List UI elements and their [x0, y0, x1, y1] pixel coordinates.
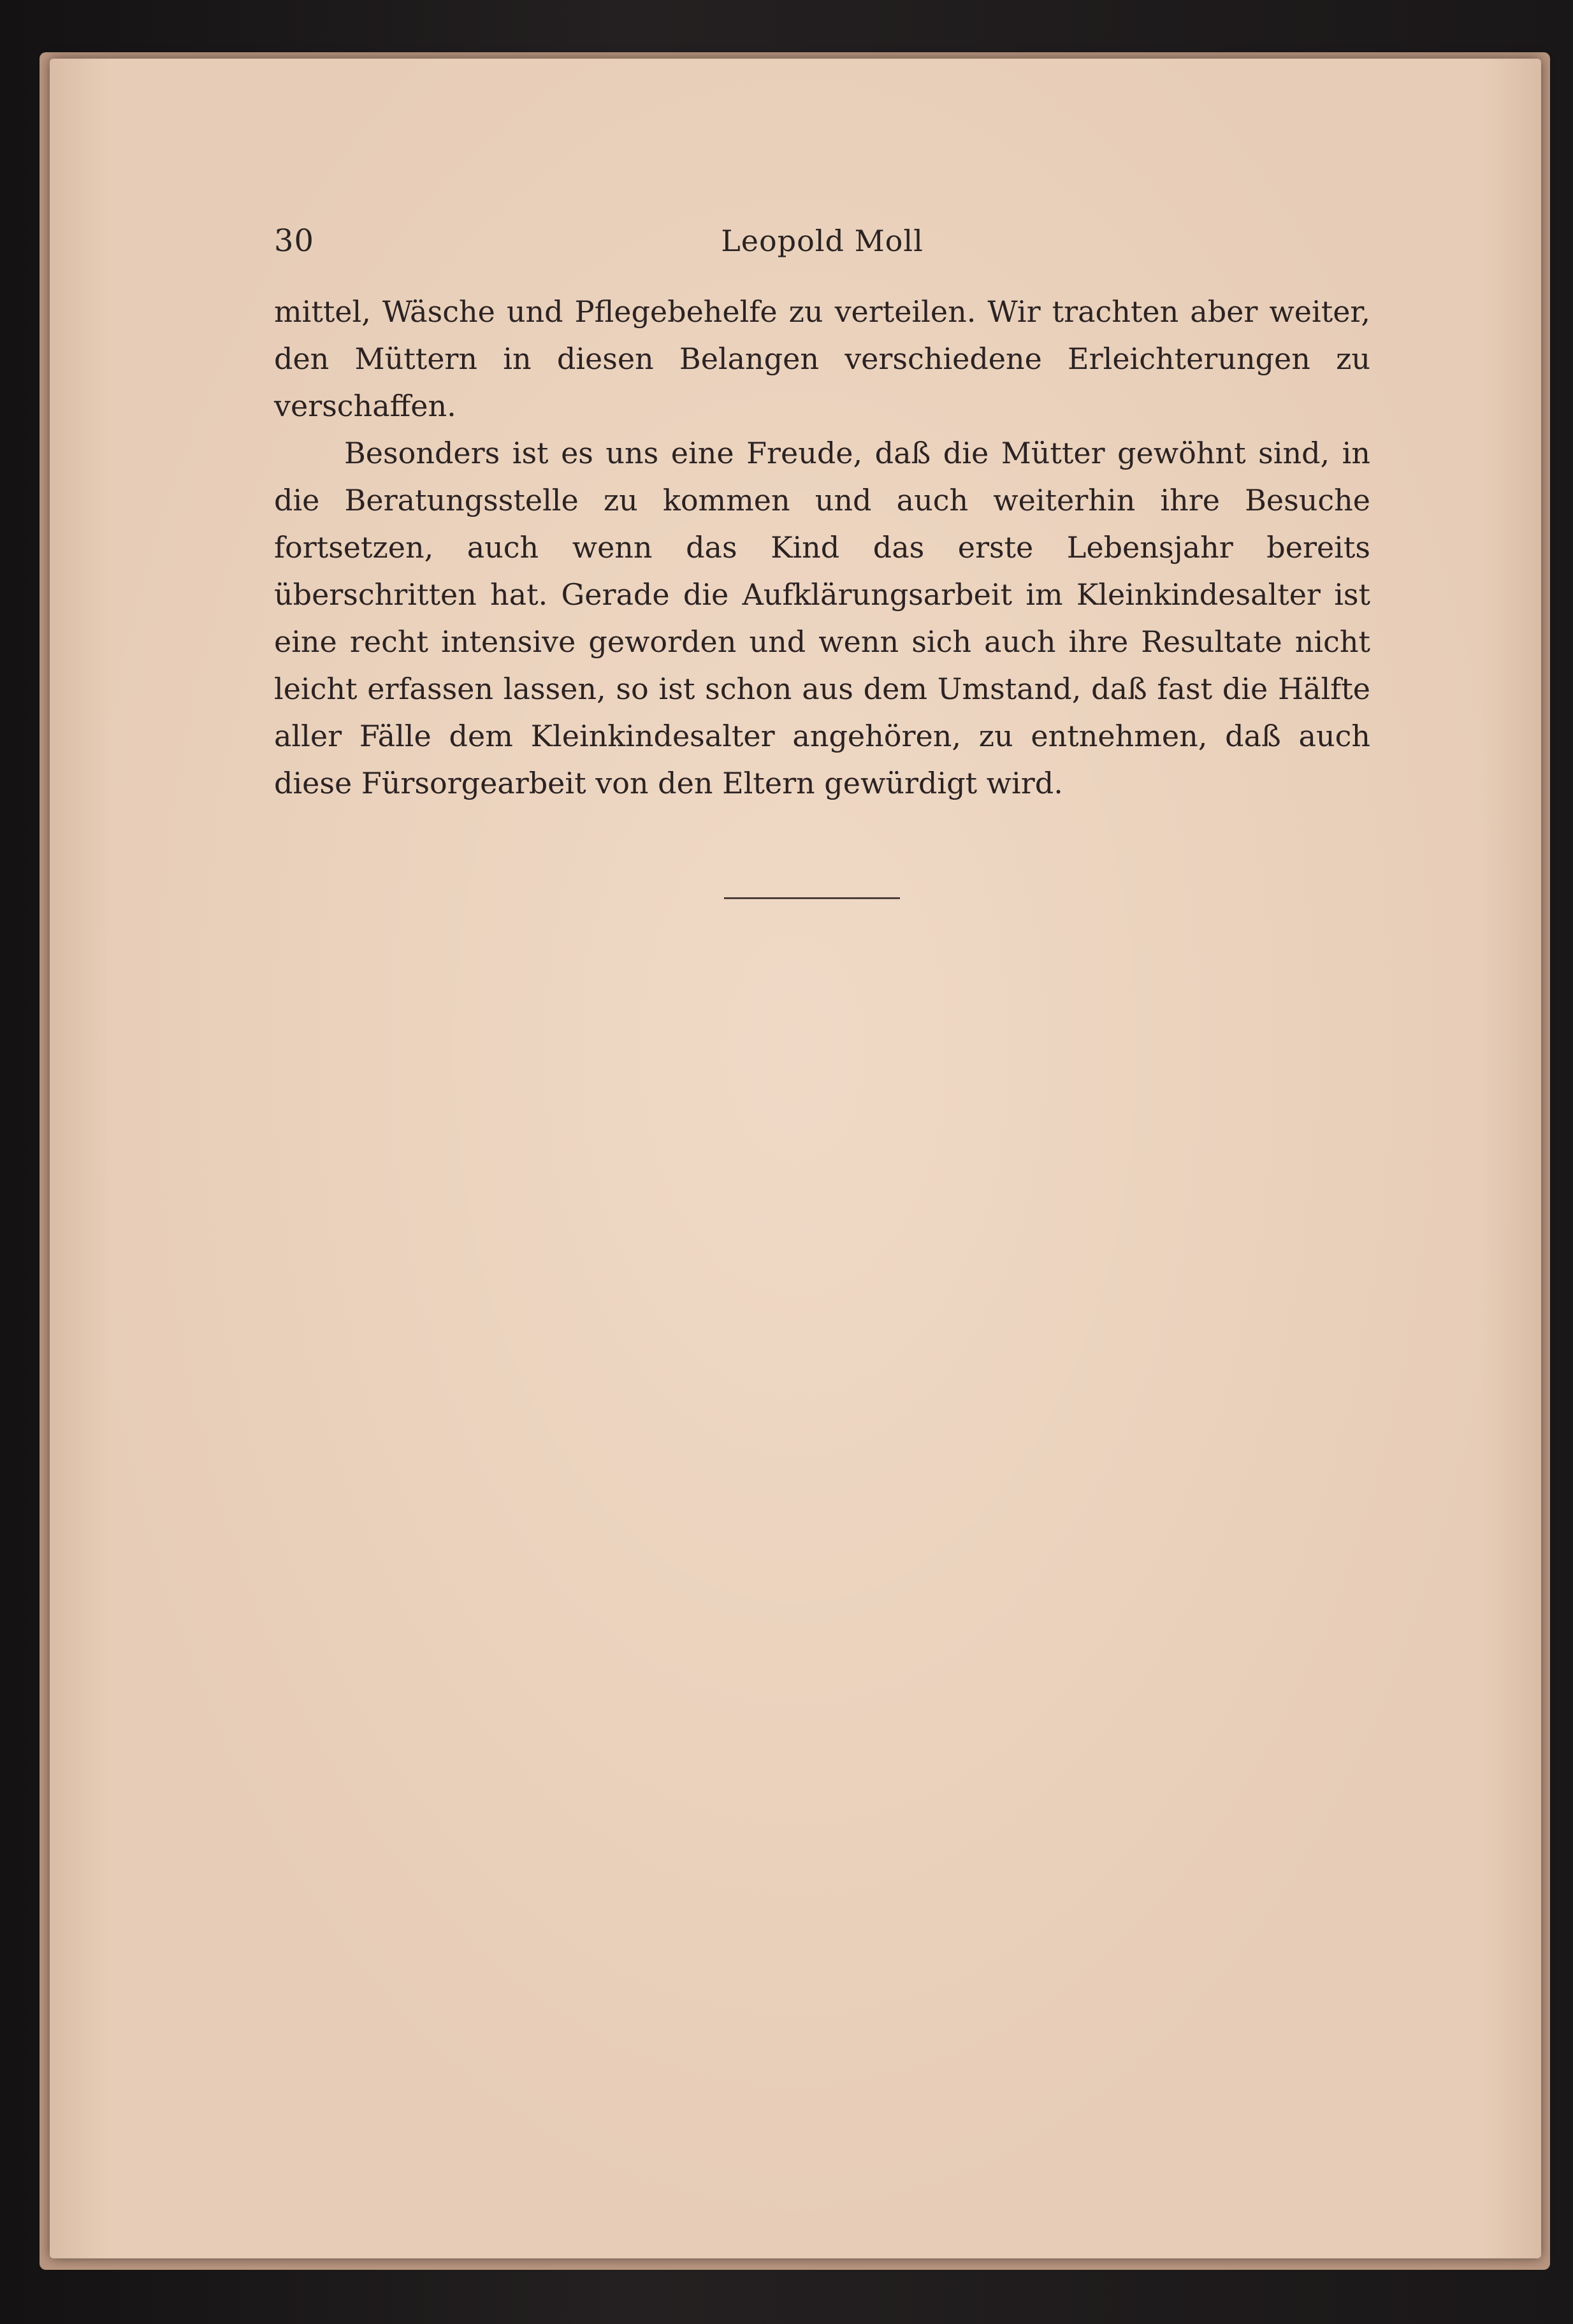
running-head: Leopold Moll — [721, 224, 924, 258]
paragraph: Besonders ist es uns eine Freude, daß die Mütter gewöhnt sind, in die Beratungsstelle zu kommen und auch weiterhin ihre Besuche fortsetzen, auch wenn das Kind das erste Lebensjahr bereits überschritten hat. Gerade die Aufklärungsarbeit im Kleinkindesalter ist eine recht intensive geworden und wenn sich auch ihre Resultate nicht leicht erfassen lassen, so ist schon aus dem Umstand, daß fast die Hälfte aller Fälle dem Kleinkindesalter angehören, zu entnehmen, daß auch diese Fürsorgearbeit von den Eltern gewürdigt wird. — [274, 436, 1370, 800]
section-end-rule — [724, 897, 900, 899]
page-header — [274, 215, 1370, 266]
paragraph: mittel, Wäsche und Pflegebehelfe zu verteilen. Wir trachten aber weiter, den Müttern in diesen Belangen verschiedene Erleichterungen zu verschaffen. — [274, 294, 1370, 423]
page-number: 30 — [274, 223, 315, 259]
body-text — [274, 288, 1370, 807]
